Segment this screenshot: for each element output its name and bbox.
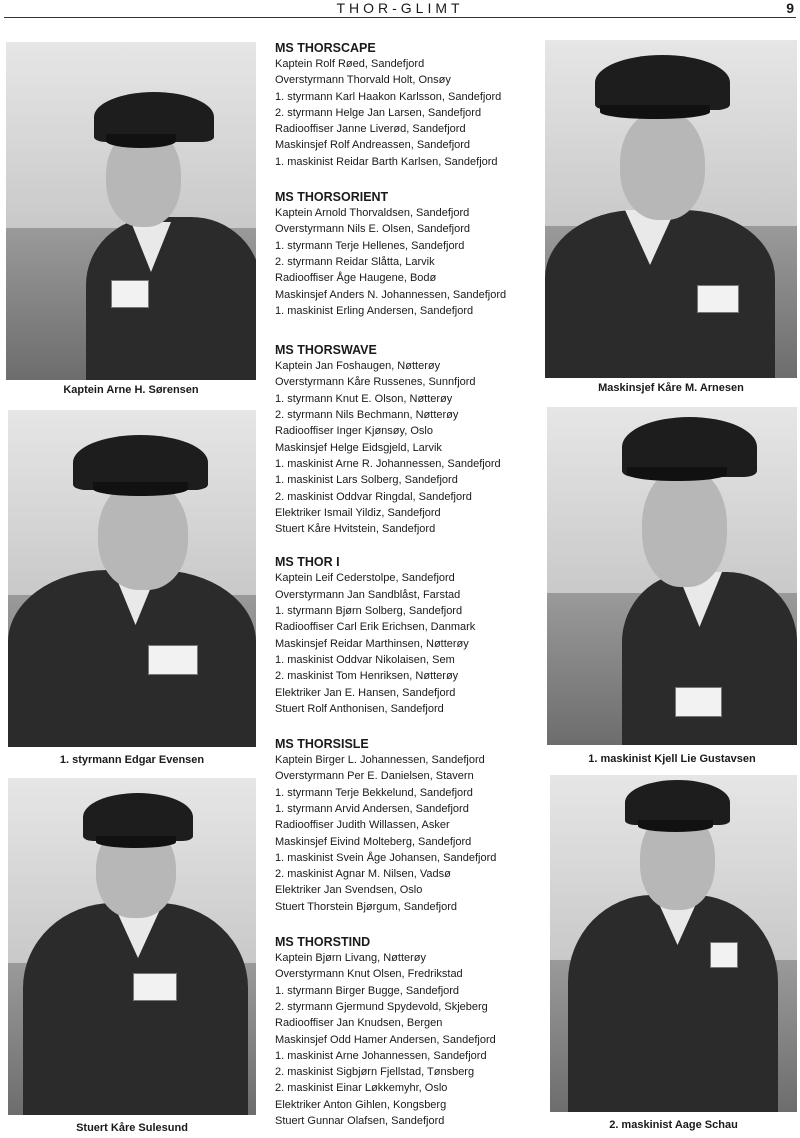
photo-portrait-captain [6, 42, 256, 380]
crew-line: Stuert Kåre Hvitstein, Sandefjord [275, 523, 436, 536]
ship-name: MS THORSORIENT [275, 190, 389, 205]
crew-line: Kaptein Rolf Røed, Sandefjord [275, 58, 425, 70]
crew-line: Maskinsjef Eivind Molteberg, Sandefjord [275, 835, 472, 848]
photo-portrait-chief-engineer [545, 40, 797, 378]
crew-line: Overstyrmann Knut Olsen, Fredrikstad [275, 968, 463, 981]
crew-line: Overstyrmann Per E. Danielsen, Stavern [275, 770, 474, 783]
crew-line: 2. maskinist Agnar M. Nilsen, Vadsø [275, 868, 451, 881]
crew-line: 1. maskinist Arne Johannessen, Sandefjord [275, 1049, 487, 1062]
ship-block [275, 554, 540, 717]
ship-name: MS THORSISLE [275, 737, 369, 752]
crew-line: 1. styrmann Terje Hellenes, Sandefjord [275, 239, 465, 252]
crew-line: Overstyrmann Thorvald Holt, Onsøy [275, 74, 451, 87]
photo-caption: Maskinsjef Kåre M. Arnesen [598, 382, 744, 394]
crew-line: Radiooffiser Judith Willassen, Asker [275, 819, 450, 832]
magazine-title: THOR-GLIMT [336, 0, 464, 16]
crew-line: Overstyrmann Jan Sandblåst, Farstad [275, 588, 461, 601]
ship-name: MS THOR I [275, 555, 340, 570]
crew-line: Kaptein Birger L. Johannessen, Sandefjord [275, 754, 485, 767]
crew-line: Elektriker Ismail Yildiz, Sandefjord [275, 506, 441, 519]
ship-block [275, 40, 540, 170]
ship-name: MS THORSWAVE [275, 343, 377, 358]
photo-caption: Stuert Kåre Sulesund [76, 1122, 188, 1134]
crew-line: 1. maskinist Reidar Barth Karlsen, Sandefjord [275, 155, 498, 168]
header-divider [4, 17, 796, 18]
crew-line: Radiooffiser Carl Erik Erichsen, Danmark [275, 621, 476, 634]
crew-line: Stuert Rolf Anthonisen, Sandefjord [275, 702, 444, 715]
crew-line: 2. styrmann Reidar Slåtta, Larvik [275, 255, 435, 268]
crew-line: Maskinsjef Reidar Marthinsen, Nøtterøy [275, 637, 469, 650]
crew-line: 2. maskinist Einar Løkkemyhr, Oslo [275, 1082, 448, 1095]
crew-line: 2. styrmann Gjermund Spydevold, Skjeberg [275, 1000, 488, 1013]
crew-line: 1. styrmann Knut E. Olson, Nøtterøy [275, 392, 453, 405]
crew-line: 2. maskinist Tom Henriksen, Nøtterøy [275, 670, 459, 683]
crew-line: 1. styrmann Terje Bekkelund, Sandefjord [275, 786, 473, 799]
crew-line: Radiooffiser Janne Liverød, Sandefjord [275, 123, 466, 136]
crew-line: 1. maskinist Oddvar Nikolaisen, Sem [275, 653, 455, 666]
ship-block [275, 934, 540, 1129]
crew-line: Stuert Gunnar Olafsen, Sandefjord [275, 1115, 445, 1128]
crew-list [275, 40, 540, 1129]
crew-line: Radiooffiser Åge Haugene, Bodø [275, 272, 437, 285]
ship-block [275, 736, 540, 915]
crew-line: 2. styrmann Helge Jan Larsen, Sandefjord [275, 106, 482, 119]
crew-line: Kaptein Leif Cederstolpe, Sandefjord [275, 572, 455, 585]
crew-line: 1. styrmann Bjørn Solberg, Sandefjord [275, 605, 463, 618]
crew-line: Stuert Thorstein Bjørgum, Sandefjord [275, 900, 457, 913]
crew-line: Kaptein Bjørn Livang, Nøtterøy [275, 952, 427, 965]
crew-line: 1. styrmann Arvid Andersen, Sandefjord [275, 802, 469, 815]
photo-caption: 1. styrmann Edgar Evensen [59, 754, 205, 766]
crew-line: 1. maskinist Erling Andersen, Sandefjord [275, 304, 474, 317]
crew-line: 2. maskinist Oddvar Ringdal, Sandefjord [275, 490, 472, 503]
crew-line: Radiooffiser Inger Kjønsøy, Oslo [275, 425, 433, 438]
crew-line: Maskinsjef Odd Hamer Andersen, Sandefjord [275, 1033, 496, 1046]
crew-line: 1. maskinist Svein Åge Johansen, Sandefjord [275, 851, 497, 864]
crew-line: Kaptein Arnold Thorvaldsen, Sandefjord [275, 207, 470, 220]
crew-line: 2. maskinist Sigbjørn Fjellstad, Tønsberg [275, 1066, 475, 1079]
page-number: 9 [786, 0, 794, 16]
photo-caption: 1. maskinist Kjell Lie Gustavsen [588, 753, 756, 765]
photo-portrait-first-mate [8, 410, 256, 747]
ship-block [275, 189, 540, 319]
crew-line: Elektriker Jan E. Hansen, Sandefjord [275, 686, 456, 699]
crew-line: Elektriker Jan Svendsen, Oslo [275, 884, 423, 897]
crew-line: Overstyrmann Kåre Russenes, Sunnfjord [275, 376, 476, 389]
crew-line: Maskinsjef Rolf Andreassen, Sandefjord [275, 139, 471, 152]
crew-line: Elektriker Anton Gihlen, Kongsberg [275, 1098, 447, 1111]
ship-name: MS THORSTIND [275, 935, 371, 950]
crew-line: 1. maskinist Lars Solberg, Sandefjord [275, 474, 458, 487]
crew-line: 2. styrmann Nils Bechmann, Nøtterøy [275, 409, 459, 422]
photo-portrait-second-engineer [550, 775, 797, 1112]
crew-line: Radiooffiser Jan Knudsen, Bergen [275, 1017, 443, 1030]
crew-line: Maskinsjef Helge Eidsgjeld, Larvik [275, 441, 442, 454]
crew-line: 1. maskinist Arne R. Johannessen, Sandefjord [275, 457, 501, 470]
crew-line: Overstyrmann Nils E. Olsen, Sandefjord [275, 223, 471, 236]
crew-line: 1. styrmann Karl Haakon Karlsson, Sandefjord [275, 90, 502, 103]
crew-line: Maskinsjef Anders N. Johannessen, Sandefjord [275, 288, 507, 301]
photo-caption: 2. maskinist Aage Schau [609, 1119, 738, 1131]
photo-portrait-first-engineer [547, 407, 797, 745]
photo-portrait-steward [8, 778, 256, 1115]
crew-line: Kaptein Jan Foshaugen, Nøtterøy [275, 360, 441, 373]
crew-line: 1. styrmann Birger Bugge, Sandefjord [275, 984, 460, 997]
photo-caption: Kaptein Arne H. Sørensen [63, 384, 199, 396]
ship-name: MS THORSCAPE [275, 41, 376, 55]
ship-block [275, 342, 540, 537]
